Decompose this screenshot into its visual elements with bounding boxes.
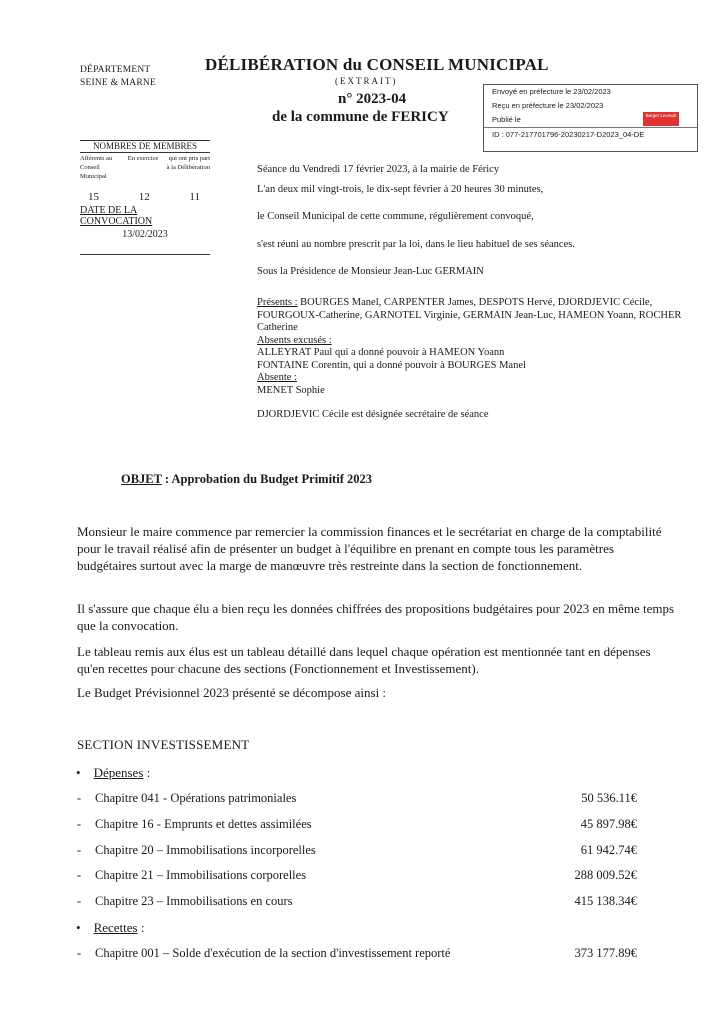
presents-text: BOURGES Manel, CARPENTER James, DESPOTS Hervé, DJORDJEVIC Cécile, FOURGOUX-Catherine, GARNOTEL Virginie, GERMAIN Jean-Luc, HAMEON Yoann, ROCHER Catherine — [257, 297, 682, 333]
members-header: NOMBRES DE MEMBRES — [80, 140, 210, 153]
depense-amount: 50 536.11€ — [581, 791, 637, 805]
count-votants: 11 — [189, 191, 200, 203]
commune-name: de la commune de FERICY — [272, 109, 449, 125]
paragraph: Il s'assure que chaque élu a bien reçu les données chiffrées des propositions budgétaires pour 2023 en même temps que la convocation. — [77, 601, 675, 633]
objet-text: : Approbation du Budget Primitif 2023 — [161, 472, 372, 486]
depense-row: - Chapitre 21 – Immobilisations corporelles 288 009.52€ — [77, 868, 637, 882]
paragraph: Le Budget Prévisionnel 2023 présenté se décompose ainsi : — [77, 685, 387, 700]
depense-amount: 45 897.98€ — [580, 817, 637, 831]
bullet-icon: • — [76, 920, 94, 935]
members-counts — [80, 191, 210, 203]
depense-amount: 61 942.74€ — [580, 843, 637, 857]
presents-label: Présents : — [257, 297, 298, 308]
recette-row: - Chapitre 001 – Solde d'exécution de la section d'investissement reporté 373 177.89€ — [77, 946, 637, 960]
seance-line: Séance du Vendredi 17 février 2023, à la mairie de Féricy — [257, 164, 500, 175]
presence-block — [257, 297, 697, 422]
paragraph: Monsieur le maire commence par remercier la commission finances et le secrétariat en charge de la comptabilité pour le travail réalisé afin de présenter un budget à l'équilibre en prenant en compte tous les paramètres budgétaires surtout avec la marge de manœuvre très restreinte dans la section de fonctionnement. — [77, 524, 662, 573]
stamp-id: ID : 077-217701796-20230217-D2023_04-DE — [484, 127, 697, 142]
section-title: SECTION INVESTISSEMENT — [77, 737, 250, 752]
stamp-published: Publié le — [492, 115, 521, 124]
column-votants: qui ont pris part à la Délibération — [166, 155, 210, 171]
objet-label: OBJET — [121, 472, 162, 486]
convocation-label: DATE DE LA CONVOCATION — [80, 205, 153, 227]
depenses-label: Dépenses — [93, 765, 144, 780]
absente-label: Absente : — [257, 372, 297, 383]
recette-label: Chapitre 001 – Solde d'exécution de la section d'investissement reporté — [95, 946, 451, 960]
stamp-received: Reçu en préfecture le 23/02/2023 — [492, 101, 604, 110]
bullet-icon: • — [76, 765, 94, 780]
secretaire: DJORDJEVIC Cécile est désignée secrétaire de séance — [257, 409, 489, 420]
depense-row: - Chapitre 041 - Opérations patrimoniales 50 536.11€ — [77, 791, 637, 805]
excuses-label: Absents excusés : — [257, 334, 332, 346]
seance-line: Sous la Présidence de Monsieur Jean-Luc GERMAIN — [257, 266, 484, 277]
paragraph: Le tableau remis aux élus est un tableau détaillé dans lequel chaque opération est mentionnée tant en dépenses qu'en recettes pour chacune des sections (Fonctionnement et Investissement). — [77, 644, 651, 676]
depense-label: Chapitre 20 – Immobilisations incorporelles — [95, 843, 316, 857]
depense-row: - Chapitre 16 - Emprunts et dettes assimilées 45 897.98€ — [77, 817, 637, 831]
recette-amount: 373 177.89€ — [574, 946, 637, 960]
presents — [257, 297, 697, 335]
department-label — [80, 64, 156, 90]
excuse-item: FONTAINE Corentin, qui a donné pouvoir à BOURGES Manel — [257, 359, 526, 371]
count-exercice: 12 — [138, 191, 150, 203]
absente-name: MENET Sophie — [257, 384, 325, 396]
depense-row: - Chapitre 23 – Immobilisations en cours 415 138.34€ — [77, 894, 637, 908]
seance-line: le Conseil Municipal de cette commune, régulièrement convoqué, — [257, 211, 534, 222]
depense-row: - Chapitre 20 – Immobilisations incorporelles 61 942.74€ — [77, 843, 637, 857]
convocation-date: 13/02/2023 — [122, 229, 168, 240]
seance-line: L'an deux mil vingt-trois, le dix-sept février à 20 heures 30 minutes, — [257, 184, 544, 195]
extrait-label: (EXTRAIT) — [335, 76, 398, 86]
recettes-label: Recettes — [93, 920, 138, 935]
department-line: DÉPARTEMENT — [80, 65, 151, 75]
depense-label: Chapitre 23 – Immobilisations en cours — [95, 894, 293, 908]
depense-label: Chapitre 16 - Emprunts et dettes assimilées — [95, 817, 312, 831]
seance-line: s'est réuni au nombre prescrit par la loi, dans le lieu habituel de ses séances. — [257, 239, 575, 250]
stamp-sent: Envoyé en préfecture le 23/02/2023 — [492, 87, 611, 96]
count-afferents: 15 — [88, 191, 99, 203]
recettes-bullet: • Recettes : — [76, 920, 145, 935]
depense-label: Chapitre 21 – Immobilisations corporelles — [95, 868, 307, 882]
excuse-item: ALLEYRAT Paul qui a donné pouvoir à HAMEON Yoann — [257, 347, 505, 358]
deliberation-number: n° 2023-04 — [338, 91, 407, 107]
members-box — [80, 140, 210, 255]
prefecture-stamp — [483, 84, 698, 152]
depense-amount: 415 138.34€ — [574, 894, 637, 908]
divider — [80, 254, 210, 255]
depense-amount: 288 009.52€ — [574, 868, 637, 882]
column-afferents: Afférents au Conseil Municipal — [80, 155, 113, 180]
depense-label: Chapitre 041 - Opérations patrimoniales — [95, 791, 297, 805]
members-columns — [80, 154, 210, 181]
depenses-bullet: • Dépenses : — [76, 765, 151, 780]
column-exercice: En exercice — [127, 155, 159, 162]
region-line: SEINE & MARNE — [80, 78, 156, 88]
document-title: DÉLIBÉRATION du CONSEIL MUNICIPAL — [205, 55, 549, 74]
objet-line — [121, 472, 372, 487]
berger-levrault-logo: Berger Levrault — [643, 112, 679, 126]
